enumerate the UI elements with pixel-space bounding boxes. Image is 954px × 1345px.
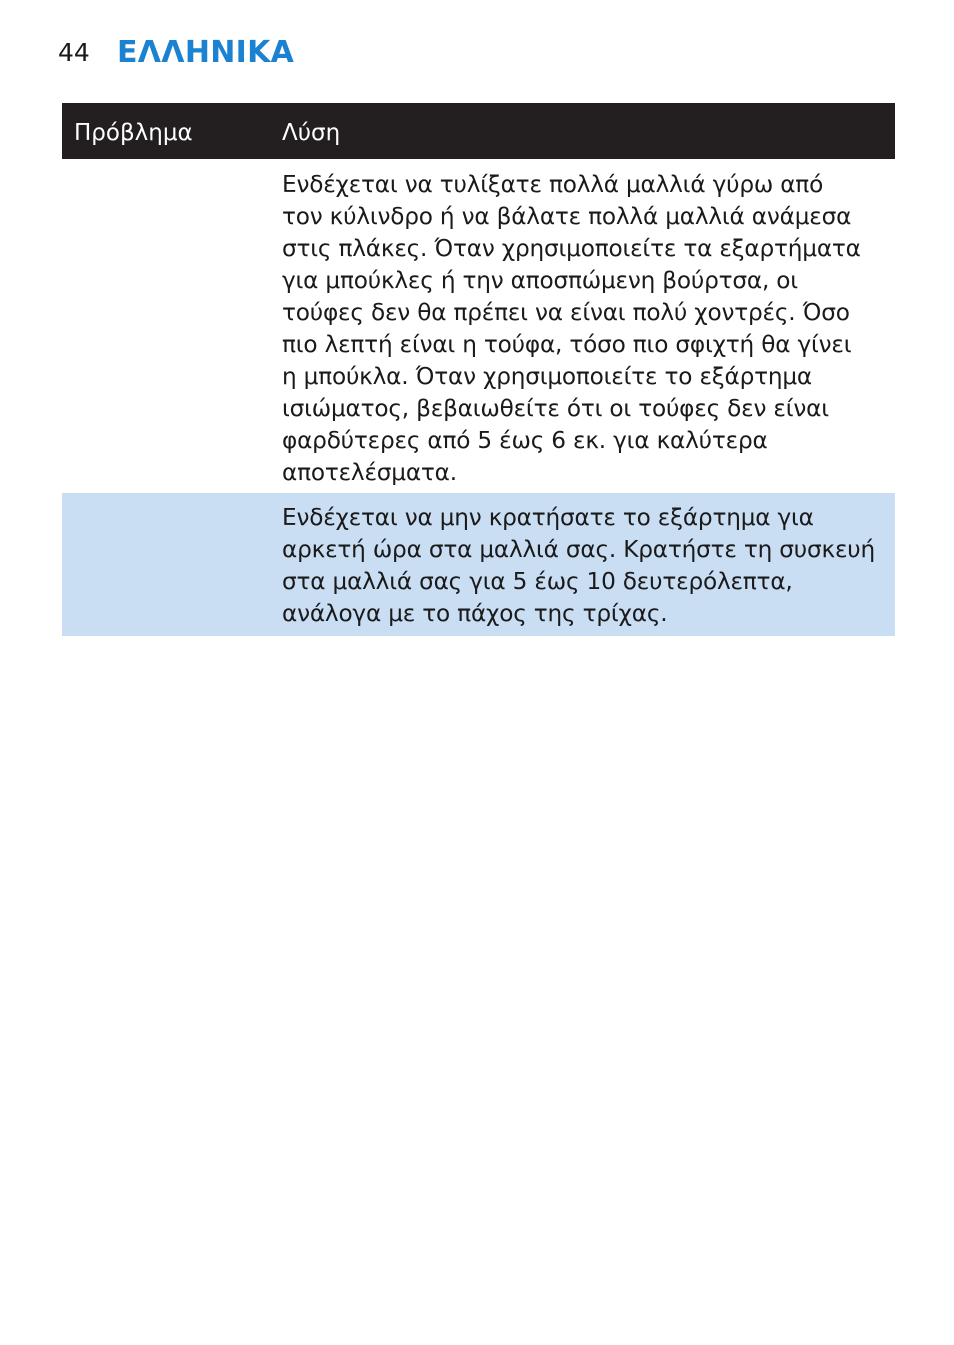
solution-line: τον κύλινδρο ή να βάλατε πολλά μαλλιά ανάμεσα bbox=[282, 203, 852, 230]
column-header-solution: Λύση bbox=[282, 120, 341, 146]
solution-line: στις πλάκες. Όταν χρησιμοποιείτε τα εξαρτήματα bbox=[282, 235, 861, 262]
solution-line: ισιώματος, βεβαιωθείτε ότι οι τούφες δεν είναι bbox=[282, 395, 829, 422]
solution-line: ανάλογα με το πάχος της τρίχας. bbox=[282, 600, 668, 627]
solution-line: τούφες δεν θα πρέπει να είναι πολύ χοντρές. Όσο bbox=[282, 299, 850, 326]
page-number: 44 bbox=[58, 38, 90, 67]
troubleshooting-table bbox=[62, 103, 895, 636]
table-row bbox=[62, 493, 895, 636]
solution-line: αποτελέσματα. bbox=[282, 459, 457, 486]
table-row bbox=[62, 159, 895, 493]
solution-line: για μπούκλες ή την αποσπώμενη βούρτσα, οι bbox=[282, 267, 798, 294]
solution-line: στα μαλλιά σας για 5 έως 10 δευτερόλεπτα, bbox=[282, 568, 793, 595]
section-title: ΕΛΛΗΝΙΚΑ bbox=[117, 35, 295, 70]
column-header-problem: Πρόβλημα bbox=[74, 120, 193, 146]
solution-line: πιο λεπτή είναι η τούφα, τόσο πιο σφιχτή θα γίνει bbox=[282, 331, 852, 358]
solution-line: Ενδέχεται να τυλίξατε πολλά μαλλιά γύρω από bbox=[282, 171, 824, 198]
solution-line: Ενδέχεται να μην κρατήσατε το εξάρτημα για bbox=[282, 504, 814, 531]
solution-line: η μπούκλα. Όταν χρησιμοποιείτε το εξάρτημα bbox=[282, 363, 813, 390]
solution-cell bbox=[282, 169, 890, 489]
solution-cell bbox=[282, 502, 890, 630]
solution-line: αρκετή ώρα στα μαλλιά σας. Κρατήστε τη συσκευή bbox=[282, 536, 876, 563]
solution-line: φαρδύτερες από 5 έως 6 εκ. για καλύτερα bbox=[282, 427, 768, 454]
table-header bbox=[62, 103, 895, 159]
